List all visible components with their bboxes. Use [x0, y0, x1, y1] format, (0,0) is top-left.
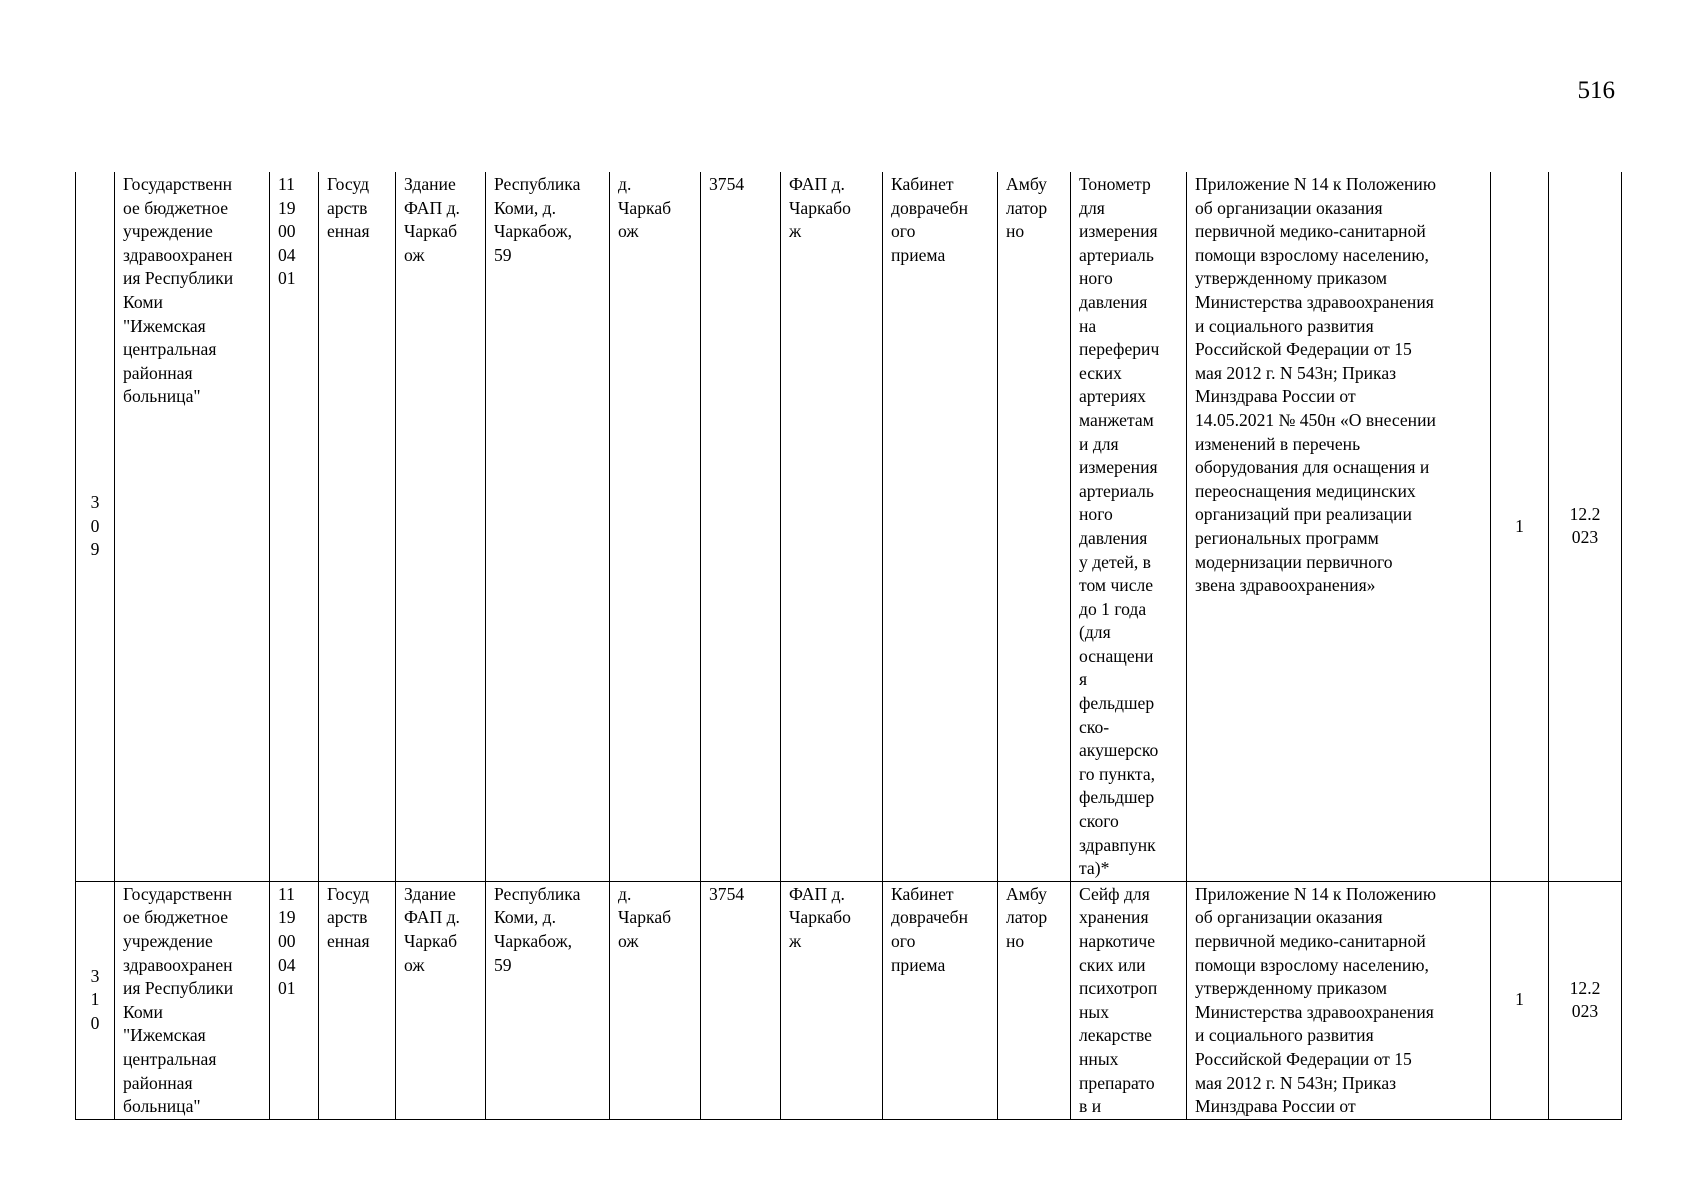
address: Республика Коми, д. Чаркабож, 59: [486, 172, 610, 881]
legal-basis: Приложение N 14 к Положению об организации оказания первичной медико-санитарной помощи взрослому населению, утвержденному приказом Министерства здравоохранения и социального развития Российской Федерации от 15 мая 2012 г. N 543н; Приказ Минздрава России от 14.05.2021 № 450н «О внесении изменений в перечень оборудования для оснащения и переоснащения медицинских организаций при реализации региональных программ модернизации первичного звена здравоохранения»: [1187, 172, 1491, 881]
population: 3754: [701, 881, 781, 1119]
quantity: 1: [1491, 881, 1549, 1119]
room-name: Кабинет доврачебн ого приема: [883, 172, 998, 881]
locality: д. Чаркаб ож: [610, 172, 701, 881]
legal-basis: Приложение N 14 к Положению об организации оказания первичной медико-санитарной помощи взрослому населению, утвержденному приказом Министерства здравоохранения и социального развития Российской Федерации от 15 мая 2012 г. N 543н; Приказ Минздрава России от: [1187, 881, 1491, 1119]
equipment-name: Сейф для хранения наркотиче ских или психотроп ных лекарстве нных препарато в и: [1071, 881, 1187, 1119]
care-type: Амбу латор но: [998, 172, 1071, 881]
ownership-type: Госуд арств енная: [319, 172, 396, 881]
quantity: 1: [1491, 172, 1549, 881]
locality: д. Чаркаб ож: [610, 881, 701, 1119]
date: 12.2 023: [1549, 172, 1622, 881]
address: Республика Коми, д. Чаркабож, 59: [486, 881, 610, 1119]
equipment-table: [75, 172, 1622, 1120]
row-number: 3 1 0: [76, 881, 115, 1119]
row-number: 3 0 9: [76, 172, 115, 881]
equipment-name: Тонометр для измерения артериаль ного давления на переферич еских артериях манжетам и для измерения артериаль ного давления у детей, в том числе до 1 года (для оснащени я фельдшер ско- акушерско го пункта, фельдшер ского здравпунк та)*: [1071, 172, 1187, 881]
organization-code: 11 19 00 04 01: [270, 172, 319, 881]
organization-name: Государственн ое бюджетное учреждение здравоохранен ия Республики Коми "Ижемская центральная районная больница": [115, 172, 270, 881]
unit-name: ФАП д. Чаркабо ж: [781, 881, 883, 1119]
organization-code: 11 19 00 04 01: [270, 881, 319, 1119]
page-number: 516: [1577, 77, 1615, 104]
ownership-type: Госуд арств енная: [319, 881, 396, 1119]
room-name: Кабинет доврачебн ого приема: [883, 881, 998, 1119]
unit-name: ФАП д. Чаркабо ж: [781, 172, 883, 881]
building-name: Здание ФАП д. Чаркаб ож: [396, 881, 486, 1119]
date: 12.2 023: [1549, 881, 1622, 1119]
building-name: Здание ФАП д. Чаркаб ож: [396, 172, 486, 881]
care-type: Амбу латор но: [998, 881, 1071, 1119]
population: 3754: [701, 172, 781, 881]
table-row: [76, 881, 1622, 1119]
organization-name: Государственн ое бюджетное учреждение здравоохранен ия Республики Коми "Ижемская центральная районная больница": [115, 881, 270, 1119]
table-row: [76, 172, 1622, 881]
